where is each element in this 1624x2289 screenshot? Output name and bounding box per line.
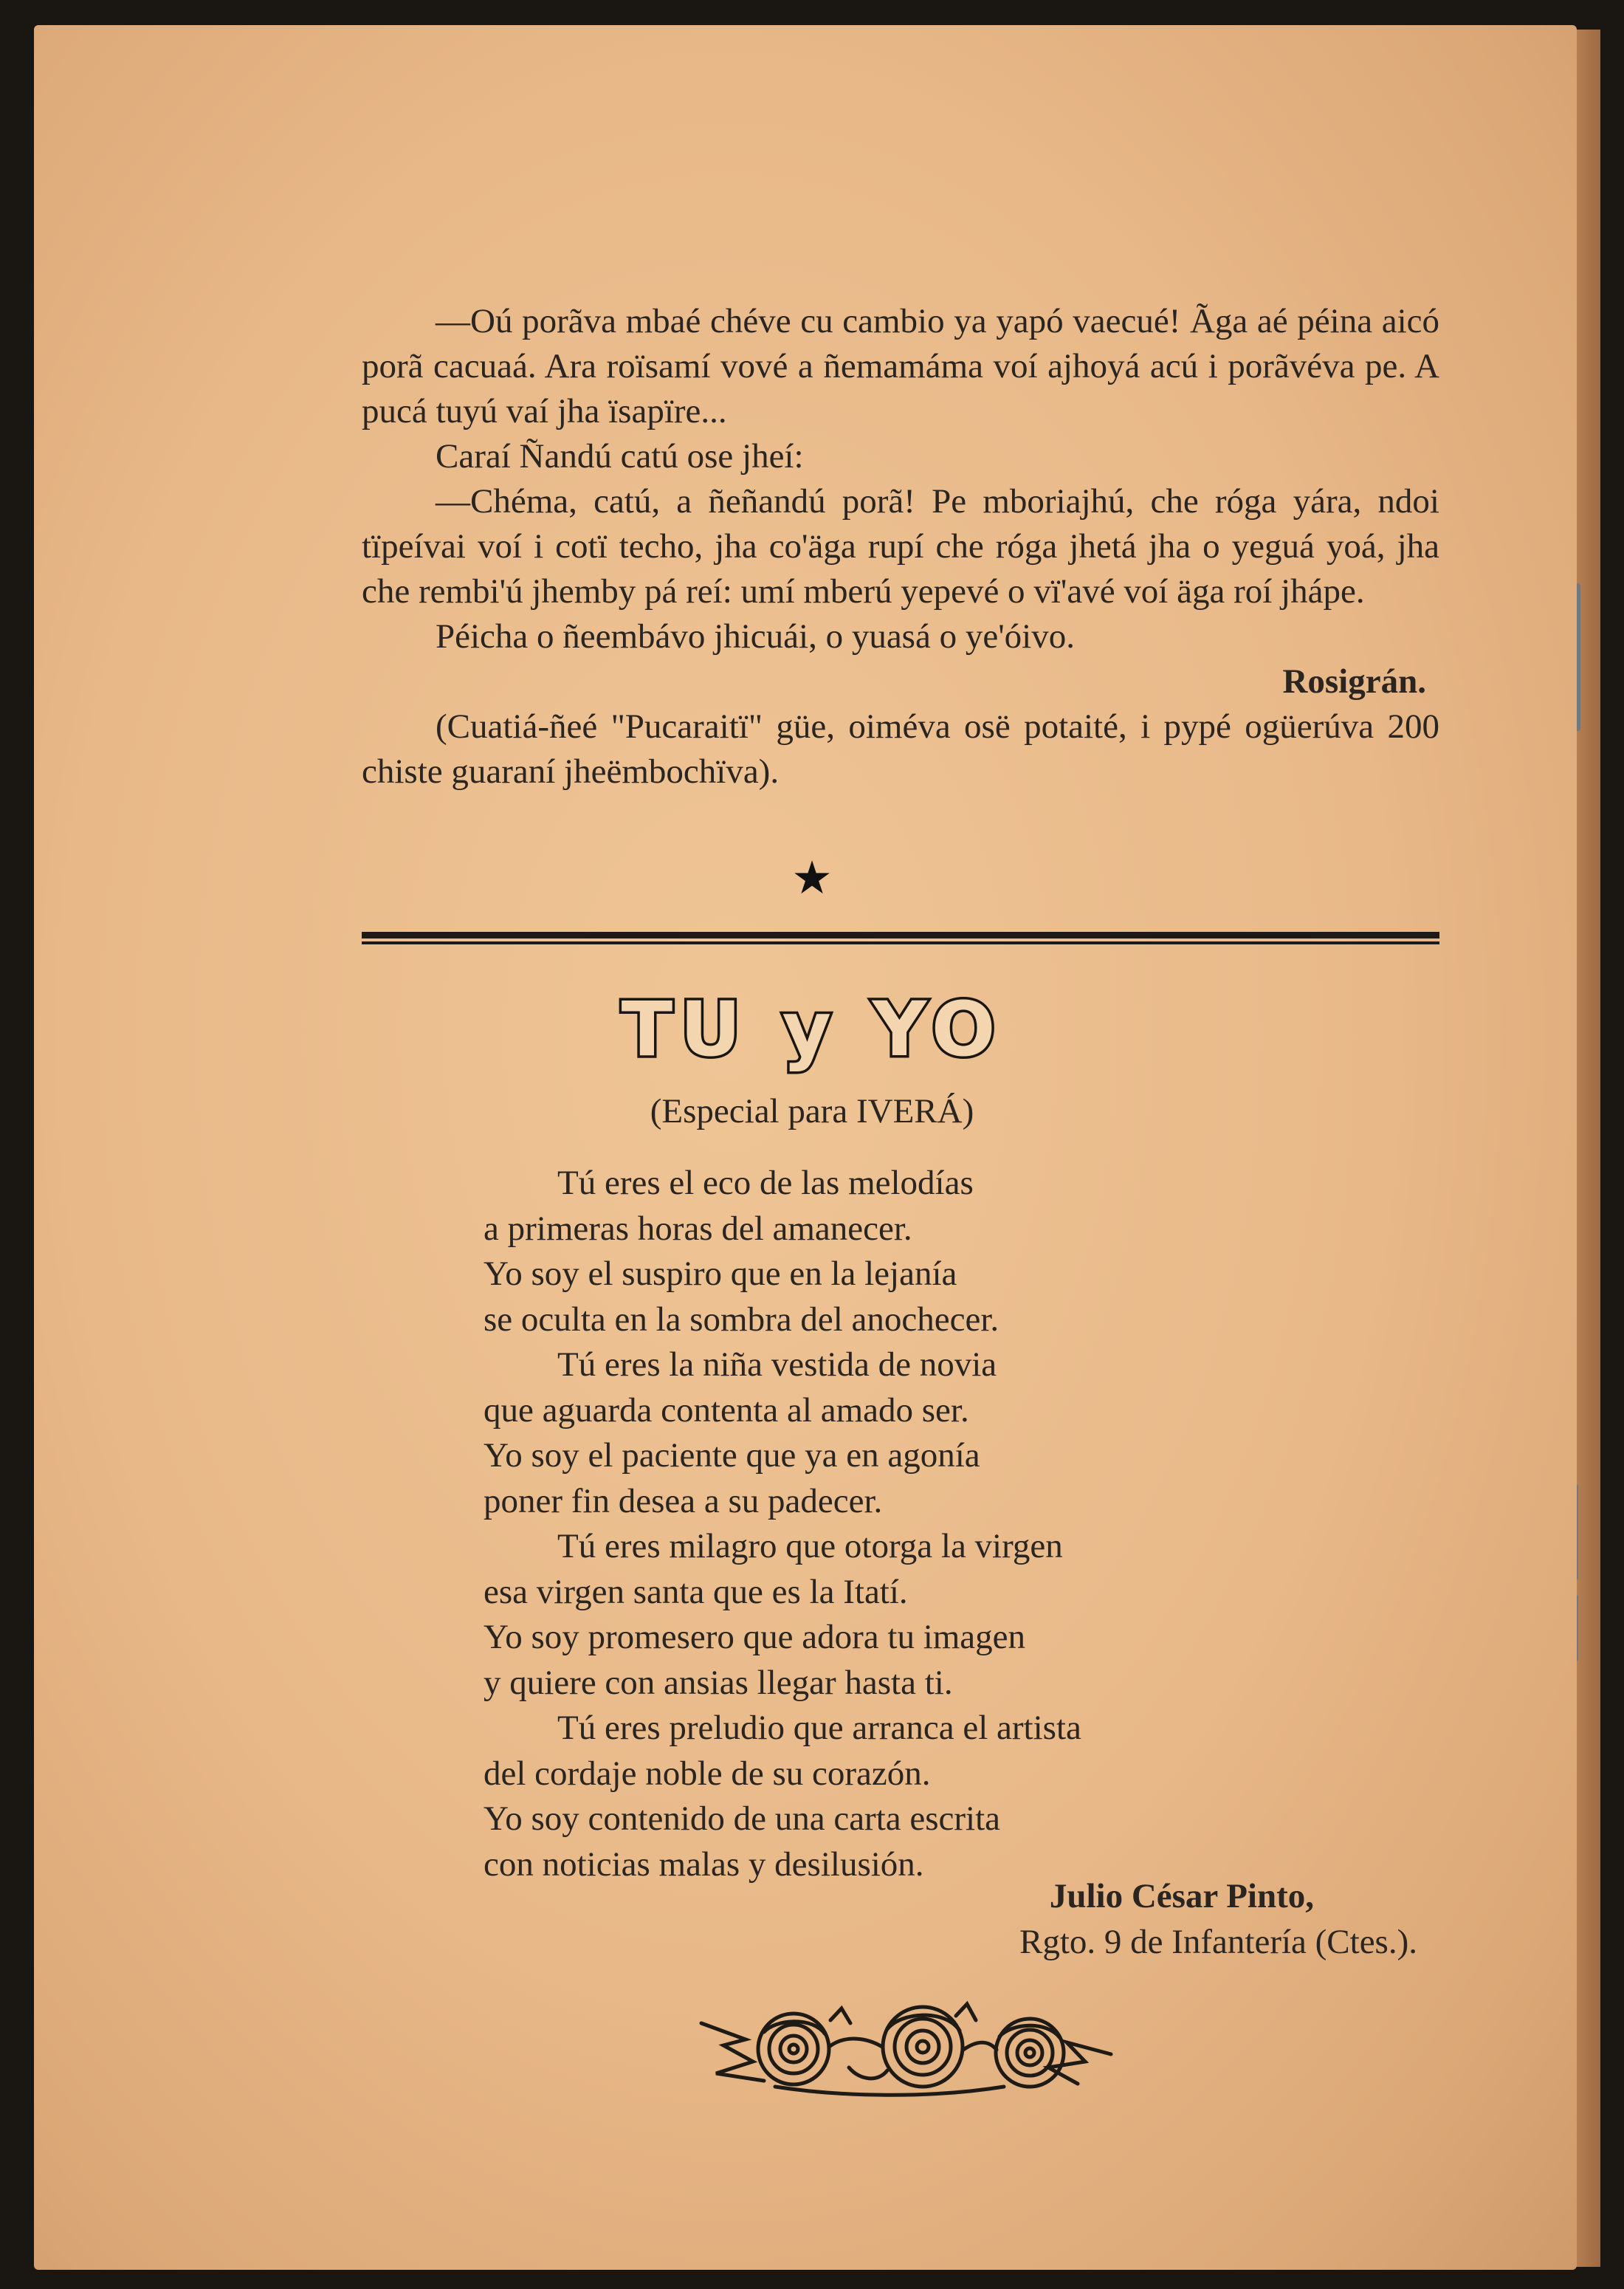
prose-paragraph: —Oú porãva mbaé chéve cu cambio ya yapó vaecué! Ãga aé péina aicó porã cacuaá. Ara roïsamí vové a ñemamáma voí ajhoyá acú i porãvéva pe. A pucá tuyú vaí jha ïsapïre... <box>362 302 1439 430</box>
star-separator-icon: ★ <box>791 854 833 904</box>
poem-line: Yo soy promesero que adora tu imagen <box>484 1618 1026 1656</box>
prose-paragraph: Péicha o ñeembávo jhicuái, o yuasá o ye'óivo. <box>436 617 1075 656</box>
poem-line: Tú eres el eco de las melodías <box>557 1164 974 1202</box>
poem-subtitle: (Especial para IVERÁ) <box>650 1092 974 1130</box>
poem-line: con noticias malas y desilusión. <box>484 1844 924 1884</box>
poem-line: se oculta en la sombra del anochecer. <box>484 1300 999 1339</box>
poem-line: del cordaje noble de su corazón. <box>484 1754 931 1793</box>
poem-line: que aguarda contenta al amado ser. <box>484 1390 969 1430</box>
poem-line: Tú eres milagro que otorga la virgen <box>557 1527 1063 1565</box>
double-rule-divider <box>362 932 1439 945</box>
poem-line: Tú eres la niña vestida de novia <box>557 1345 997 1384</box>
poem-body <box>484 1161 1443 1887</box>
poem-line: Yo soy el suspiro que en la lejanía <box>484 1255 957 1293</box>
poem-author: Julio César Pinto, <box>1049 1877 1314 1915</box>
poem-line: Tú eres preludio que arranca el artista <box>557 1709 1081 1747</box>
guarani-prose <box>362 299 1439 795</box>
prose-paragraph: Caraí Ñandú catú ose jheí: <box>436 437 804 476</box>
prose-note: (Cuatiá-ñeé "Pucaraitï" güe, oiméva osë potaité, i pypé ogüerúva 200 chiste guaraní jheëmbochïva). <box>362 707 1439 791</box>
poem-line: poner fin desea a su padecer. <box>484 1481 883 1520</box>
prose-signature: Rosigrán. <box>1282 662 1426 701</box>
poem-line: Yo soy el paciente que ya en agonía <box>484 1436 980 1475</box>
poem-line: Yo soy contenido de una carta escrita <box>484 1799 1001 1838</box>
poem-line: y quiere con ansias llegar hasta ti. <box>484 1663 953 1702</box>
rose-garland-ornament-icon <box>694 1994 1126 2104</box>
poem-line: esa virgen santa que es la Itatí. <box>484 1572 908 1611</box>
poem-line: a primeras horas del amanecer. <box>484 1209 912 1248</box>
prose-paragraph: —Chéma, catú, a ñeñandú porã! Pe mboriajhú, che róga yára, ndoi tïpeívai voí i cotï techo, jha co'äga rupí che róga jhetá jha o yeguá yoá, jha che rembi'ú jhemby pá reí: umí mberú yepevé o vï'avé voí äga roí jhápe. <box>362 482 1439 611</box>
poem-title: TU y YO <box>621 986 1003 1074</box>
poem-affiliation: Rgto. 9 de Infantería (Ctes.). <box>1019 1923 1417 1961</box>
